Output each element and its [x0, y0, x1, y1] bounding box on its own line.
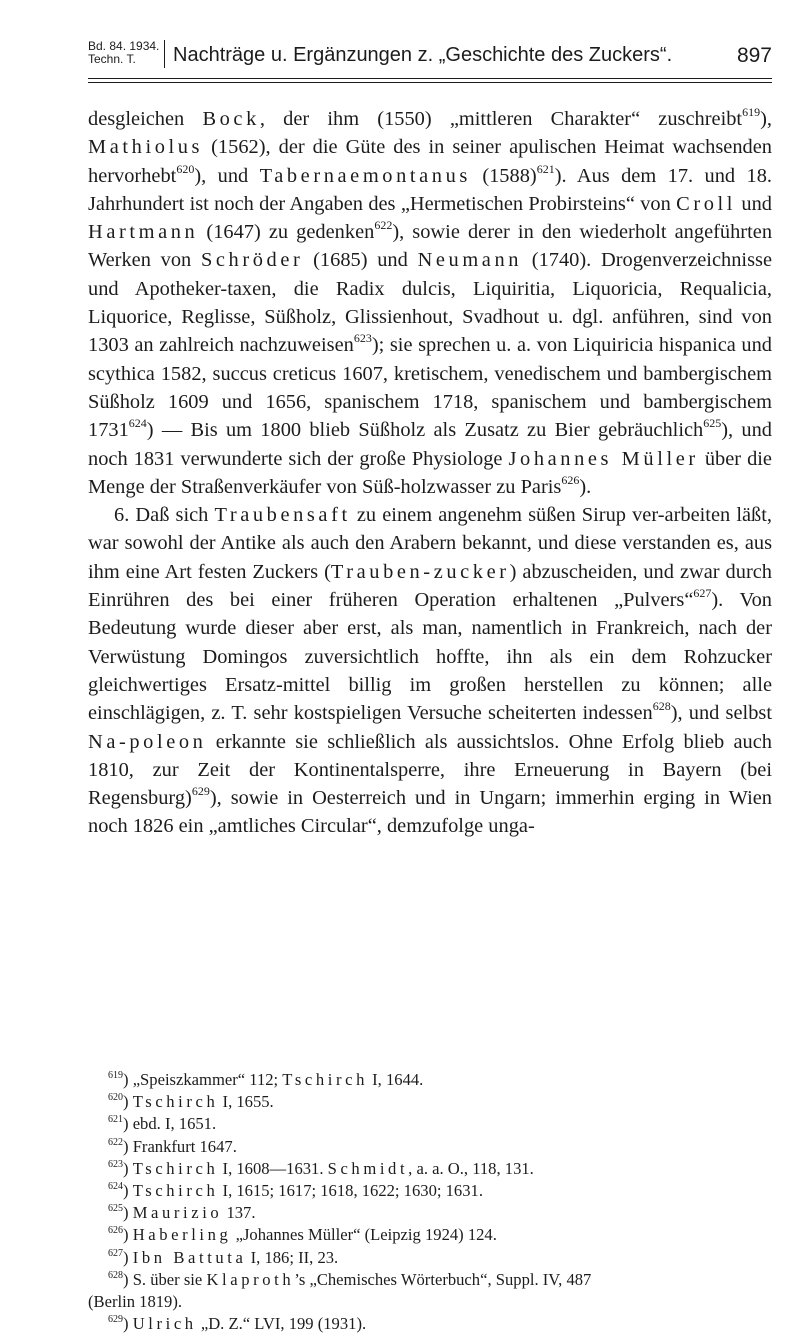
text-run: desgleichen	[88, 108, 203, 130]
footnote-ref: 625	[703, 416, 722, 431]
volume-reference	[88, 40, 159, 66]
footnote: $^{625}$) Maurizio 137.	[108, 1203, 256, 1223]
text-run: ) abzuscheiden, und zwar durch Einrühren des bei einer früheren Operation erhaltenen „Pulvers“	[88, 560, 772, 612]
author-name: Maurizio	[132, 1203, 223, 1223]
running-title: Nachträge u. Ergänzungen z. „Geschichte des Zuckers“.	[173, 44, 673, 66]
text-run: (1647) zu gedenken	[198, 221, 375, 244]
text-run: ), und	[194, 164, 260, 187]
footnote-ref: 621	[536, 161, 555, 176]
footnote: $^{621}$) ebd. I, 1651.	[108, 1114, 217, 1134]
author-name: Ulrich	[132, 1314, 197, 1334]
text-run: I, 186; II, 23.	[246, 1247, 339, 1267]
author-name: Haberling	[132, 1225, 232, 1245]
text-run: (1740). Drogenverzeichnisse und Apotheker-taxen, die Radix dulcis, Liquiritia, Liquoricia, Requalicia, Liquorice, Reglisse, Süßholz, Glissienhout, Svadhout u. dgl. anführen, sind von 1303 an zahlreich nachzuweisen	[88, 249, 772, 357]
author-name: Tschirch	[132, 1181, 219, 1201]
text-run: „Johannes Müller“ (Leipzig 1924) 124.	[231, 1225, 497, 1245]
footnote-ref: 620	[176, 161, 195, 176]
author-name: Schmidt	[327, 1158, 409, 1178]
footnote-ref: 627	[693, 586, 712, 601]
author-name: Tschirch	[282, 1070, 368, 1089]
text-run: ), sowie in Oesterreich und in Ungarn; immerhin erging in Wien noch 1826 ein „amtliches Circular“, demzufolge unga-	[88, 787, 772, 838]
footnote: $^{627}$) Ibn Battuta I, 186; II, 23.	[108, 1247, 339, 1267]
author-name: Ibn Battuta	[132, 1247, 247, 1267]
author-name: Schröder	[200, 249, 304, 272]
footnote: $^{622}$) Frankfurt 1647.	[108, 1136, 237, 1156]
text-run: , a. a. O., 118, 131.	[408, 1158, 534, 1178]
volume-bracket	[160, 40, 165, 68]
footnote: $^{619}$) „Speiszkammer“ 112; Tschirch I, 1644.	[108, 1070, 424, 1089]
footnote-number: 624	[108, 1181, 123, 1193]
text-run: I, 1615; 1617; 1618, 1622; 1630; 1631.	[218, 1181, 483, 1201]
footnote-ref: 619	[742, 105, 761, 119]
footnote: $^{624}$) Tschirch I, 1615; 1617; 1618, 1622; 1630; 1631.	[108, 1181, 483, 1201]
author-name: Hartmann	[88, 221, 199, 244]
footnote-ref: 629	[191, 784, 210, 799]
author-name: Bock	[202, 108, 260, 130]
text-run: erkannte sie schließlich als aussichtslos. Ohne Erfolg blieb auch 1810, zur Zeit der Kontinentalsperre, ihre Erneuerung in Bayern (bei Regensburg)	[88, 730, 772, 810]
footnote-number: 619	[108, 1070, 123, 1081]
text-run: ) — Bis um 1800 blieb Süßholz als Zusatz zu Bier gebräuchlich	[146, 419, 704, 442]
author-name: Croll	[676, 192, 737, 215]
author-name: Neumann	[417, 249, 523, 272]
footnote-ref: 628	[652, 699, 671, 714]
text-run: ), und noch 1831 verwunderte sich der große Physiologe	[88, 419, 772, 470]
emphasis-term: Trauben-zucker	[330, 560, 510, 583]
footnote-ref: 626	[561, 472, 580, 487]
author-name: Tschirch	[132, 1158, 219, 1178]
text-run: über die Menge der Straßenverkäufer von Süß-holzwasser zu Paris	[88, 447, 772, 498]
footnote-number: 620	[108, 1092, 123, 1104]
footnote-ref: 623	[353, 331, 372, 346]
text-run: I, 1608—1631.	[218, 1158, 328, 1178]
author-name: Tabernaemontanus	[259, 164, 471, 187]
footnote-number: 626	[108, 1225, 123, 1237]
footnote-number: 621	[108, 1114, 123, 1126]
text-run: (1588)	[470, 164, 537, 187]
text-run: zu einem angenehm süßen Sirup ver-arbeiten läßt, war sowohl der Antike als auch den Arabern bekannt, und diese verstanden es, aus ihm eine Art festen Zuckers (	[88, 504, 772, 583]
text-run: (1685) und	[303, 249, 418, 272]
text-run: , der ihm (1550) „mittleren Charakter“ zuschreibt	[259, 108, 743, 130]
volume-line-2: Techn. T.	[88, 52, 136, 66]
footnote-number: 623	[108, 1158, 123, 1170]
footnote: $^{626}$) Haberling „Johannes Müller“ (Leipzig 1924) 124.	[108, 1225, 497, 1245]
text-run: und	[736, 192, 772, 215]
text-run: (1562), der die Güte des in seiner apulischen Heimat wachsenden hervorhebt	[88, 136, 772, 187]
text-run: ). Aus dem 17. und 18. Jahrhundert ist noch der Angaben des „Hermetischen Probirsteins“ von	[88, 164, 772, 215]
text-run: ); sie sprechen u. a. von Liquiricia hispanica und scythica 1582, succus creticus 1607, kretischem, venedischem und bambergischem Süßholz 1609 und 1656, spanischem 1718, spanischem und bambergischem 1731	[88, 334, 772, 442]
text-run: ebd. I, 1651.	[132, 1114, 217, 1134]
paragraph-grape-sugar	[88, 501, 772, 841]
text-run: „D. Z.“ LVI, 199 (1931).	[196, 1314, 367, 1334]
footnote-ref: 622	[374, 218, 393, 233]
footnote: $^{628}$) S. über sie Klaproth’s „Chemisches Wörterbuch“, Suppl. IV, 487	[108, 1269, 592, 1289]
page-header	[88, 40, 772, 92]
footnote: $^{620}$) Tschirch I, 1655.	[108, 1092, 274, 1112]
paragraph-liquorice	[88, 105, 772, 501]
text-run: I, 1655.	[218, 1092, 274, 1112]
page-number: 897	[736, 44, 772, 67]
text-run: ).	[579, 475, 592, 498]
text-run: ’s „Chemisches Wörterbuch“, Suppl. IV, 487	[294, 1269, 592, 1289]
text-run: ), und selbst	[670, 702, 773, 725]
text-run: 6. Daß sich	[114, 504, 215, 527]
text-run: 137.	[222, 1203, 256, 1223]
text-run: S. über sie	[132, 1269, 207, 1289]
author-name: Na-poleon	[88, 730, 207, 753]
body-text	[88, 105, 772, 841]
footnotes	[88, 1069, 772, 1335]
footnote-continuation: (Berlin 1819).	[88, 1292, 183, 1312]
header-rule-top	[88, 78, 772, 79]
text-run: „Speiszkammer“ 112;	[132, 1070, 283, 1089]
text-run: I, 1644.	[368, 1070, 424, 1089]
volume-line-1: Bd. 84. 1934.	[88, 39, 160, 53]
author-name: Johannes Müller	[508, 447, 699, 470]
header-rule-bottom	[88, 82, 772, 83]
text-run: ), sowie derer in den wiederholt angeführten Werken von	[88, 221, 773, 272]
footnote: $^{623}$) Tschirch I, 1608—1631. Schmidt, a. a. O., 118, 131.	[108, 1158, 534, 1178]
footnote-ref: 624	[128, 416, 147, 431]
text-run: ). Von Bedeutung wurde dieser aber erst, als man, namentlich in Frankreich, nach der Verwüstung Domingos zuversichtlich hoffte, ihn als ein dem Rohzucker gleichwertiges Ersatz-mittel billig im großen herstellen zu können; alle einschlägigen, z. T. sehr kostspieligen Versuche scheiterten indessen	[88, 589, 772, 725]
footnote-number: 625	[108, 1203, 123, 1215]
text-run: ),	[760, 108, 772, 130]
footnote-number: 627	[108, 1247, 123, 1259]
author-name: Mathiolus	[88, 136, 204, 159]
emphasis-term: Traubensaft	[214, 504, 351, 527]
text-run: Frankfurt 1647.	[132, 1136, 237, 1156]
author-name: Klaproth	[206, 1269, 295, 1289]
author-name: Tschirch	[132, 1092, 219, 1112]
footnote: $^{629}$) Ulrich „D. Z.“ LVI, 199 (1931).	[108, 1314, 367, 1334]
footnote-number: 629	[108, 1314, 123, 1326]
footnote-number: 622	[108, 1136, 123, 1148]
footnote-number: 628	[108, 1269, 123, 1281]
